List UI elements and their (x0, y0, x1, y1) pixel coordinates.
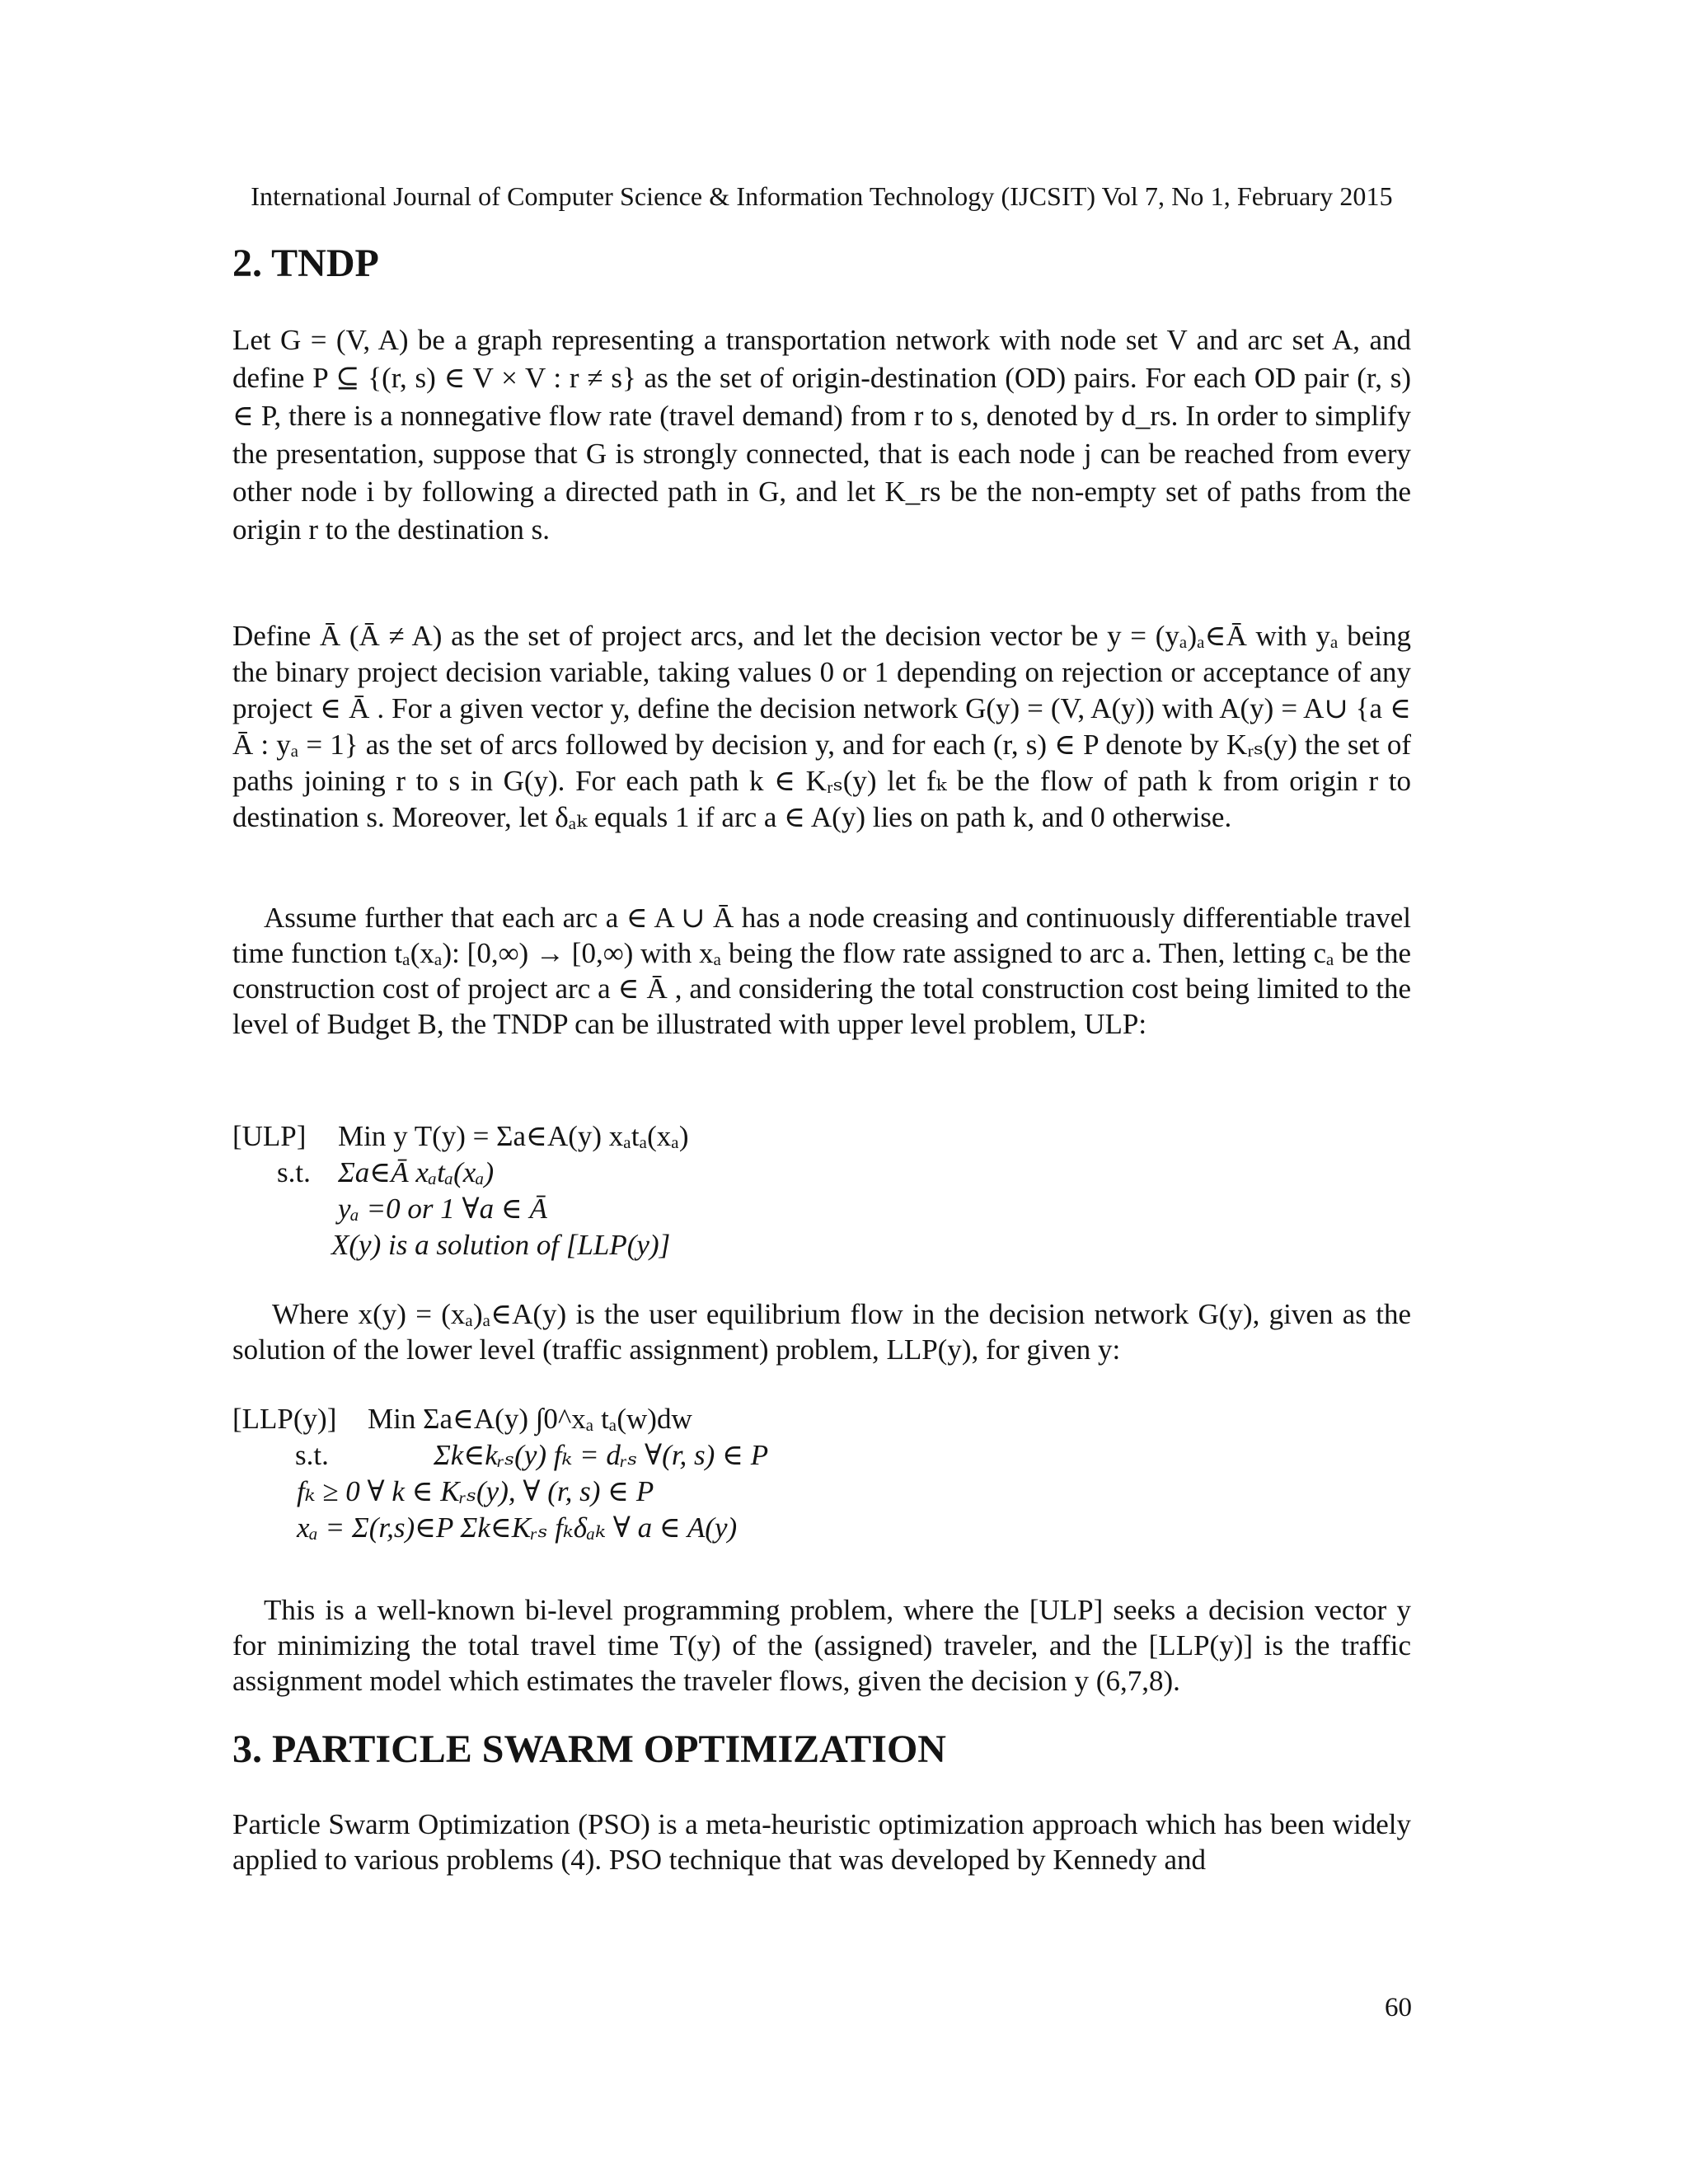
section-3-paragraph-1: Particle Swarm Optimization (PSO) is a meta-heuristic optimization approach which has been widely applied to various problems (4). PSO technique that was developed by Kennedy and (232, 1808, 1411, 1876)
ulp-label: [ULP] (232, 1120, 307, 1152)
llp-label: [LLP(y)] (232, 1403, 337, 1435)
ulp-st: s.t. (277, 1156, 311, 1188)
ulp-formulation (232, 1118, 974, 1263)
section-2-title: 2. TNDP (232, 241, 379, 285)
section-3-title: 3. PARTICLE SWARM OPTIMIZATION (232, 1727, 946, 1771)
ulp-constraint-2: yₐ =0 or 1 ∀a ∈ Ā (338, 1193, 547, 1225)
section-2-paragraph-1: Let G = (V, A) be a graph representing a transportation network with node set V and arc set A, and define P ⊆ {(r, s) ∈ V × V : r ≠ s} as the set of origin-destination (OD) pairs. For each OD pair (r, s) ∈ P, there is a nonnegative flow rate (travel demand) from r to s, denoted by d_rs. In order to simplify the presentation, suppose that G is strongly connected, that is each node j can be reached from every other node i by following a directed path in G, and let K_rs be the non-empty set of paths from the origin r to the destination s. (232, 324, 1411, 546)
section-2-paragraph-2: Define Ā (Ā ≠ A) as the set of project arcs, and let the decision vector be y = (yₐ)ₐ∈Ā with yₐ being the binary project decision variable, taking values 0 or 1 depending on rejection or acceptance of any project ∈ Ā . For a given vector y, define the decision network G(y) = (V, A(y)) with A(y) = A∪ {a ∈ Ā : yₐ = 1} as the set of arcs followed by decision y, and for each (r, s) ∈ P denote by Kᵣₛ(y) the set of paths joining r to s in G(y). For each path k ∈ Kᵣₛ(y) let fₖ be the flow of path k from origin r to destination s. Moreover, let δₐₖ equals 1 if arc a ∈ A(y) lies on path k, and 0 otherwise. (232, 620, 1411, 833)
llp-objective: Min Σa∈A(y) ∫0^xₐ tₐ(w)dw (368, 1403, 692, 1435)
ulp-objective: Min y T(y) = Σa∈A(y) xₐtₐ(xₐ) (338, 1120, 689, 1152)
section-2-paragraph-4: Where x(y) = (xₐ)ₐ∈A(y) is the user equilibrium flow in the decision network G(y), given as the solution of the lower level (traffic assignment) problem, LLP(y), for given y: (232, 1298, 1411, 1366)
page-number: 60 (1385, 1993, 1412, 2022)
journal-header: International Journal of Computer Science & Information Technology (IJCSIT) Vol 7, No 1, February 2015 (251, 181, 1393, 211)
section-2-paragraph-3: Assume further that each arc a ∈ A ∪ Ā has a node creasing and continuously differentiable travel time function tₐ(xₐ): [0,∞) → [0,∞) with xₐ being the flow rate assigned to arc a. Then, letting cₐ be the construction cost of project arc a ∈ Ā , and considering the total construction cost being limited to the level of Budget B, the TNDP can be illustrated with upper level problem, ULP: (232, 902, 1411, 1040)
ulp-constraint-3: X(y) is a solution of [LLP(y)] (331, 1229, 671, 1261)
llp-constraint-2: fₖ ≥ 0 ∀ k ∈ Kᵣₛ(y), ∀ (r, s) ∈ P (297, 1475, 654, 1507)
llp-st: s.t. (295, 1439, 329, 1471)
llp-formulation (232, 1401, 1057, 1546)
ulp-constraint-1: Σa∈Ā xₐtₐ(xₐ) (338, 1156, 495, 1188)
section-2-paragraph-5: This is a well-known bi-level programming problem, where the [ULP] seeks a decision vector y for minimizing the total travel time T(y) of the (assigned) traveler, and the [LLP(y)] is the traffic assignment model which estimates the traveler flows, given the decision y (6,7,8). (232, 1594, 1411, 1697)
llp-constraint-1: Σk∈kᵣₛ(y) fₖ = dᵣₛ ∀(r, s) ∈ P (434, 1439, 769, 1471)
llp-constraint-3: xₐ = Σ(r,s)∈P Σk∈Kᵣₛ fₖδₐₖ ∀ a ∈ A(y) (297, 1511, 738, 1544)
